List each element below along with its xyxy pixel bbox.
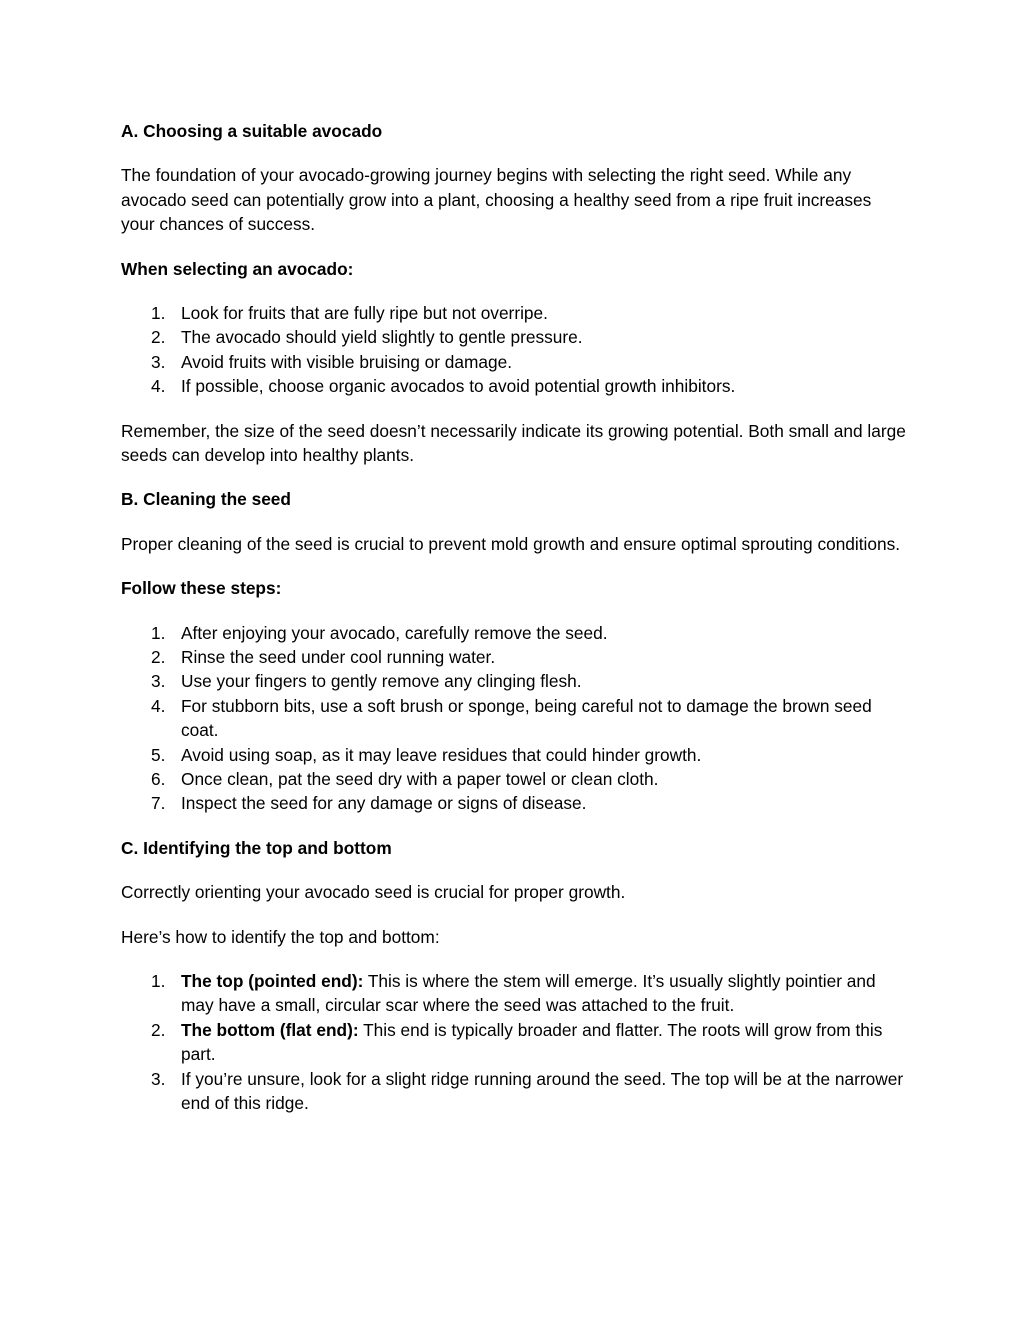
section-b-subheading: Follow these steps: <box>121 578 282 599</box>
list-item-bold-lead: The bottom (flat end): <box>181 1019 359 1040</box>
section-c-intro: Correctly orienting your avocado seed is crucial for proper growth. <box>121 882 626 903</box>
list-item <box>121 325 906 349</box>
section-a-note: Remember, the size of the seed doesn’t necessarily indicate its growing potential. Both small and large seeds can develop into healthy plants. <box>121 420 906 466</box>
list-item <box>121 374 906 398</box>
section-a-subheading: When selecting an avocado: <box>121 258 354 279</box>
list-item-text: If you’re unsure, look for a slight ridge running around the seed. The top will be at the narrower end of this ridge. <box>181 1068 904 1114</box>
list-item-text: Avoid using soap, as it may leave residues that could hinder growth. <box>181 744 702 765</box>
list-item <box>121 791 906 815</box>
section-b-intro: Proper cleaning of the seed is crucial to prevent mold growth and ensure optimal sprouting conditions. <box>121 533 901 554</box>
list-item-text: Rinse the seed under cool running water. <box>181 647 496 668</box>
list-number: 1. <box>151 303 166 323</box>
list-item-text: This end is typically broader and flatter. The roots will grow from this part. <box>181 1019 883 1065</box>
list-item <box>121 645 906 669</box>
list-number: 3. <box>151 671 166 692</box>
list-item-text: Look for fruits that are fully ripe but not overripe. <box>181 303 548 323</box>
list-number: 2. <box>151 647 166 668</box>
list-number: 3. <box>151 1068 166 1089</box>
list-item <box>121 1067 906 1116</box>
list-item <box>121 694 906 743</box>
list-item-text: For stubborn bits, use a soft brush or sponge, being careful not to damage the brown seed coat. <box>181 695 872 741</box>
list-item <box>121 969 906 1018</box>
list-item-text: Inspect the seed for any damage or signs of disease. <box>181 793 587 814</box>
list-number: 1. <box>151 622 166 643</box>
list-item <box>121 743 906 767</box>
list-number: 2. <box>151 327 166 348</box>
list-item <box>121 669 906 693</box>
section-a-list <box>121 301 906 399</box>
list-number: 6. <box>151 769 166 790</box>
list-item-bold-lead: The top (pointed end): <box>181 971 364 992</box>
list-item-text: If possible, choose organic avocados to avoid potential growth inhibitors. <box>181 376 736 397</box>
list-number: 4. <box>151 376 166 397</box>
list-number: 4. <box>151 695 166 716</box>
section-b-heading: B. Cleaning the seed <box>121 489 291 510</box>
list-number: 3. <box>151 351 166 372</box>
list-item <box>121 767 906 791</box>
list-item <box>121 621 906 645</box>
list-item <box>121 1018 906 1067</box>
section-c-lead: Here’s how to identify the top and bottom: <box>121 926 440 947</box>
list-item-text: The avocado should yield slightly to gentle pressure. <box>181 327 583 348</box>
document-page <box>121 119 906 1116</box>
section-a-heading: A. Choosing a suitable avocado <box>121 121 383 141</box>
list-number: 5. <box>151 744 166 765</box>
list-item-text: This is where the stem will emerge. It’s usually slightly pointier and may have a small, circular scar where the seed was attached to the fruit. <box>181 971 876 1016</box>
list-number: 7. <box>151 793 166 814</box>
list-item <box>121 301 906 325</box>
list-item-text: Avoid fruits with visible bruising or damage. <box>181 351 513 372</box>
list-item <box>121 350 906 374</box>
section-b-list <box>121 621 906 816</box>
section-c-list <box>121 969 906 1115</box>
section-a-intro: The foundation of your avocado-growing journey begins with selecting the right seed. While any avocado seed can potentially grow into a plant, choosing a healthy seed from a ripe fruit increases your chances of success. <box>121 165 872 235</box>
list-item-text: Once clean, pat the seed dry with a paper towel or clean cloth. <box>181 769 659 790</box>
list-item-text: Use your fingers to gently remove any clinging flesh. <box>181 671 582 692</box>
list-item-text: After enjoying your avocado, carefully remove the seed. <box>181 622 608 643</box>
section-c-heading: C. Identifying the top and bottom <box>121 837 392 858</box>
list-number: 2. <box>151 1019 166 1040</box>
list-number: 1. <box>151 971 166 992</box>
